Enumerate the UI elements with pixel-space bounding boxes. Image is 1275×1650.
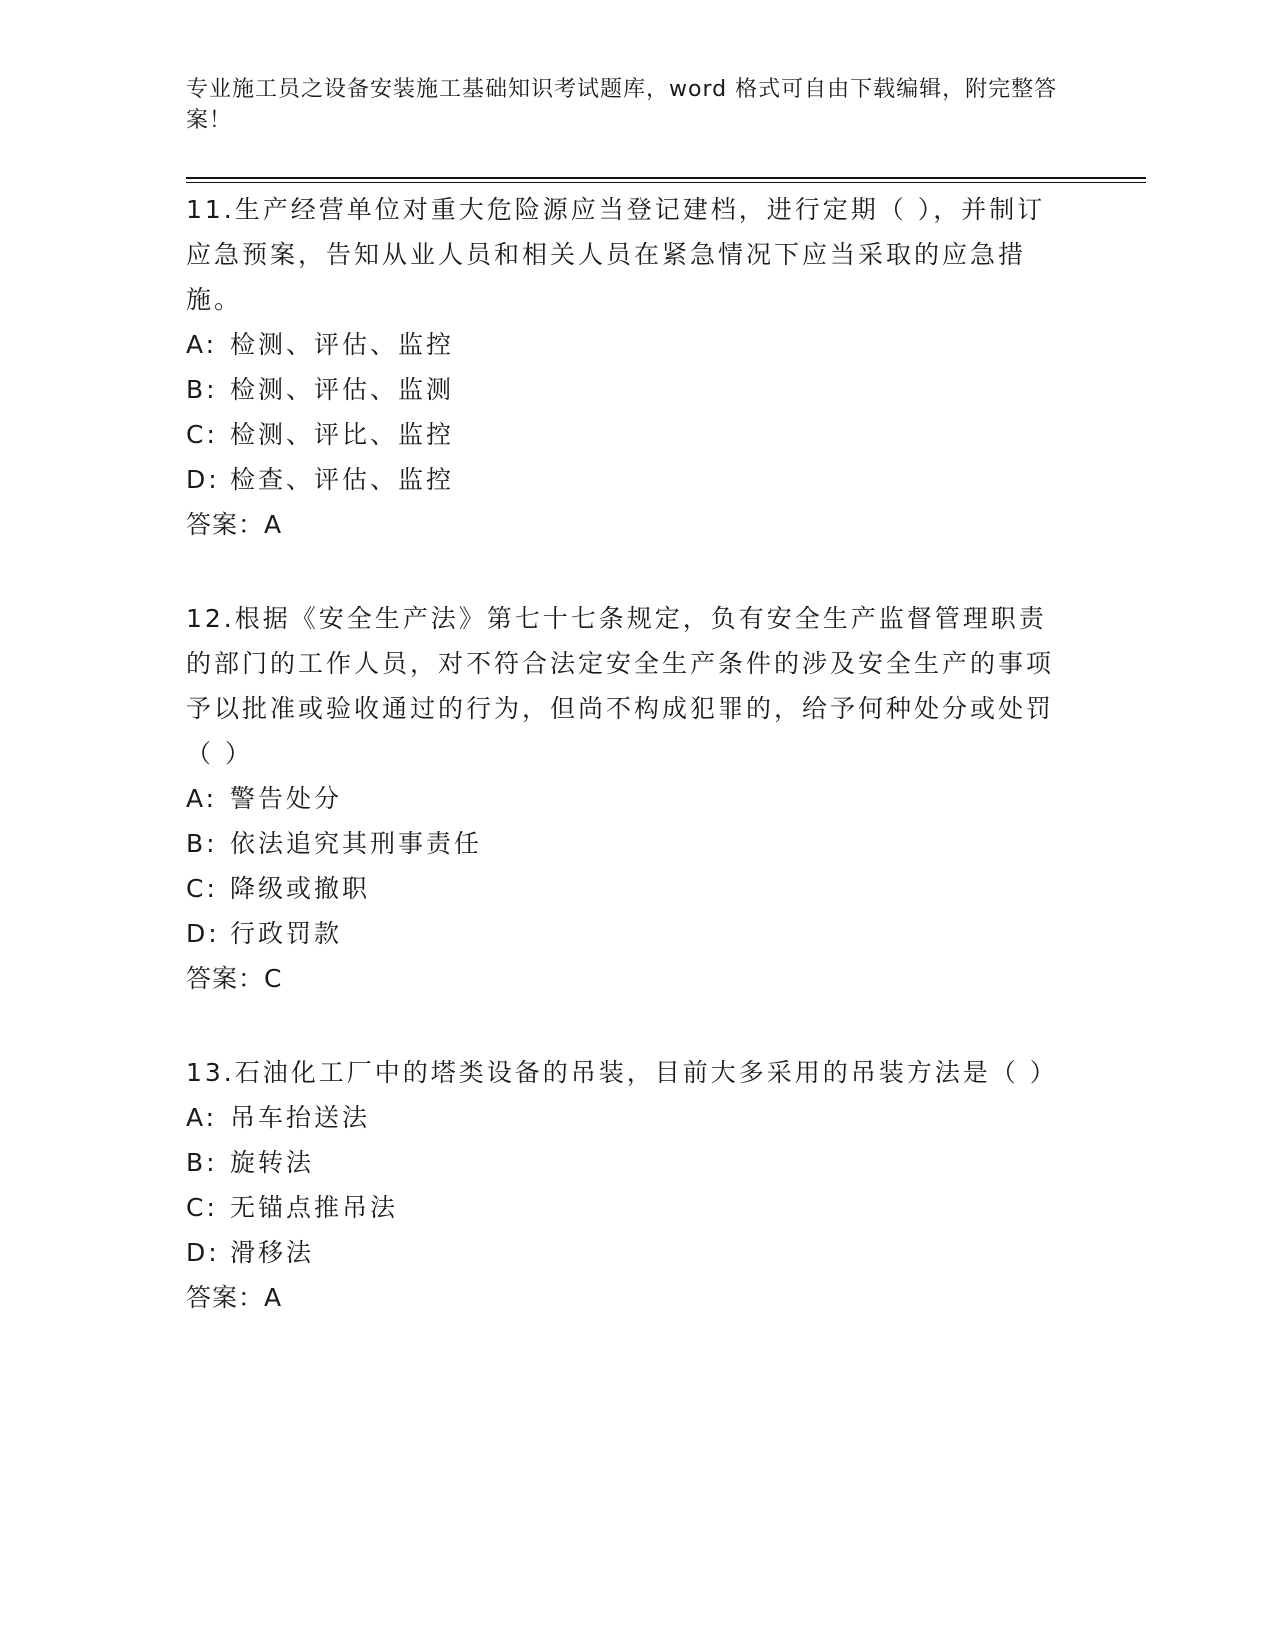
option-a — [186, 1095, 1066, 1140]
option-text: 降级或撤职 — [230, 874, 371, 903]
option-key: A: — [186, 330, 218, 359]
answer-line: 答案：C — [186, 964, 283, 993]
answer-line: 答案：A — [186, 510, 283, 539]
option-text: 检查、评估、监控 — [230, 465, 455, 494]
option-key: C: — [186, 874, 218, 903]
option-key: A: — [186, 784, 218, 813]
option-c — [186, 1185, 1066, 1230]
question-stem: 12.根据《安全生产法》第七十七条规定，负有安全生产监督管理职责的部门的工作人员，对不符合法定安全生产条件的涉及安全生产的事项予以批准或验收通过的行为，但尚不构成犯罪的，给予何种处分或处罚（ ） — [186, 604, 1055, 768]
option-key: D: — [186, 1238, 220, 1267]
option-key: B: — [186, 829, 218, 858]
document-header: 专业施工员之设备安装施工基础知识考试题库，word 格式可自由下载编辑，附完整答案！ — [186, 77, 1058, 133]
option-text: 检测、评估、监控 — [230, 330, 455, 359]
question-stem: 13.石油化工厂中的塔类设备的吊装，目前大多采用的吊装方法是（ ） — [186, 1058, 1058, 1087]
option-b — [186, 821, 1066, 866]
option-d — [186, 911, 1066, 956]
option-c — [186, 412, 1066, 457]
header-divider-thick — [186, 177, 1146, 179]
option-text: 滑移法 — [230, 1238, 315, 1267]
option-key: B: — [186, 1148, 218, 1177]
option-text: 警告处分 — [230, 784, 343, 813]
option-c — [186, 866, 1066, 911]
question-11 — [186, 187, 1066, 547]
option-d — [186, 457, 1066, 502]
option-b — [186, 367, 1066, 412]
option-text: 检测、评比、监控 — [230, 420, 455, 449]
answer-line: 答案：A — [186, 1283, 283, 1312]
option-a — [186, 776, 1066, 821]
question-13 — [186, 1050, 1066, 1320]
question-12 — [186, 596, 1066, 1001]
header-divider-thin — [186, 182, 1146, 183]
option-text: 旋转法 — [230, 1148, 315, 1177]
option-text: 无锚点推吊法 — [230, 1193, 399, 1222]
option-text: 依法追究其刑事责任 — [230, 829, 483, 858]
option-key: A: — [186, 1103, 218, 1132]
option-key: D: — [186, 919, 220, 948]
option-d — [186, 1230, 1066, 1275]
question-stem: 11.生产经营单位对重大危险源应当登记建档，进行定期（ ），并制订应急预案，告知从业人员和相关人员在紧急情况下应当采取的应急措施。 — [186, 195, 1046, 314]
option-key: C: — [186, 1193, 218, 1222]
option-text: 行政罚款 — [230, 919, 343, 948]
option-a — [186, 322, 1066, 367]
option-text: 检测、评估、监测 — [230, 375, 455, 404]
option-b — [186, 1140, 1066, 1185]
option-text: 吊车抬送法 — [230, 1103, 371, 1132]
option-key: B: — [186, 375, 218, 404]
option-key: D: — [186, 465, 220, 494]
option-key: C: — [186, 420, 218, 449]
